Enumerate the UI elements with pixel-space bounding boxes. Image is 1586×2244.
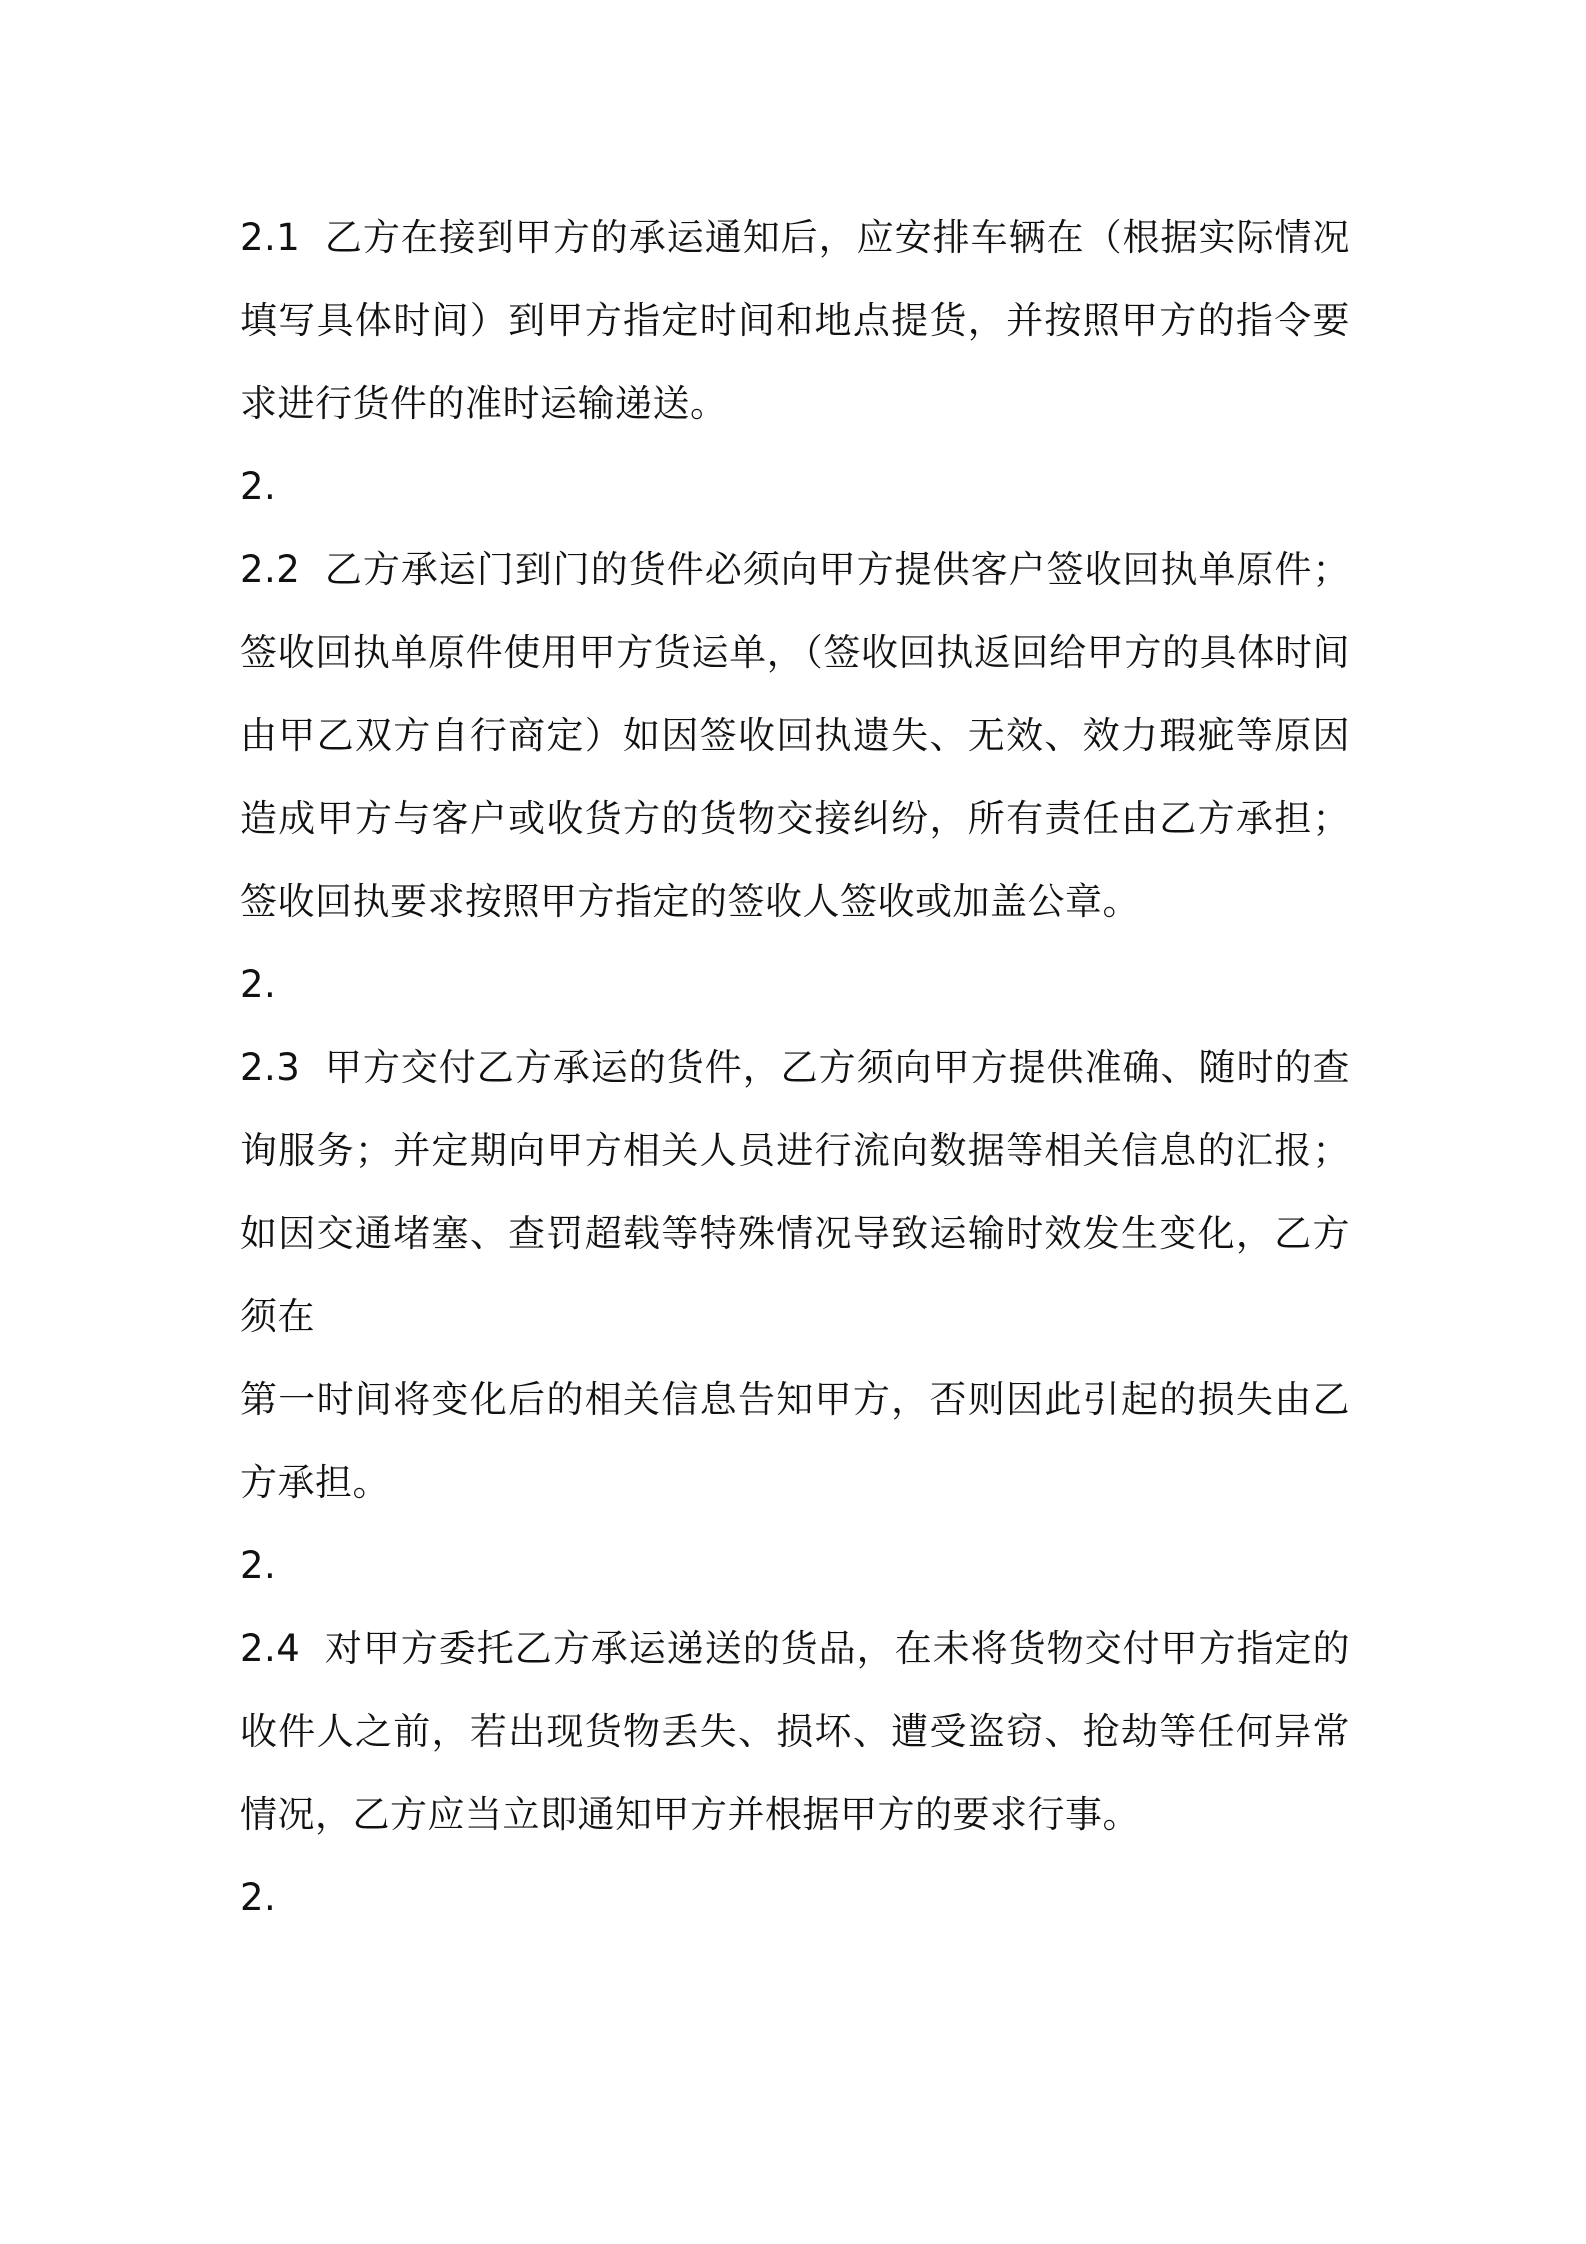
clause-2-4 <box>240 1607 1350 1856</box>
document-body <box>240 196 1350 1939</box>
section-marker: 2. <box>240 1876 277 1919</box>
clause-number: 2.2 <box>240 548 301 591</box>
clause-2-2 <box>240 528 1350 943</box>
section-marker: 2. <box>240 1544 277 1587</box>
clause-number: 2.3 <box>240 1046 301 1089</box>
clause-text: 甲方交付乙方承运的货件，乙方须向甲方提供准确、随时的查询服务；并定期向甲方相关人员进行流向数据等相关信息的汇报；如因交通堵塞、查罚超载等特殊情况导致运输时效发生变化，乙方须在 <box>240 1046 1350 1338</box>
clause-2-1 <box>240 196 1350 445</box>
section-marker: 2. <box>240 963 277 1006</box>
clause-text: 对甲方委托乙方承运递送的货品，在未将货物交付甲方指定的收件人之前，若出现货物丢失、损坏、遭受盗窃、抢劫等任何异常情况，乙方应当立即通知甲方并根据甲方的要求行事。 <box>240 1627 1350 1836</box>
clause-text: 乙方承运门到门的货件必须向甲方提供客户签收回执单原件；签收回执单原件使用甲方货运单，（签收回执返回给甲方的具体时间由甲乙双方自行商定）如因签收回执遗失、无效、效力瑕疵等原因造成甲方与客户或收货方的货物交接纠纷，所有责任由乙方承担；签收回执要求按照甲方指定的签收人签收或加盖公章。 <box>240 548 1350 923</box>
clause-text: 乙方在接到甲方的承运通知后，应安排车辆在（根据实际情况填写具体时间）到甲方指定时间和地点提货，并按照甲方的指令要求进行货件的准时运输递送。 <box>240 216 1350 425</box>
clause-2-3-continuation: 第一时间将变化后的相关信息告知甲方，否则因此引起的损失由乙方承担。 <box>240 1378 1350 1504</box>
clause-number: 2.4 <box>240 1627 301 1670</box>
clause-2-3 <box>240 1026 1350 1358</box>
section-marker: 2. <box>240 465 277 508</box>
clause-number: 2.1 <box>240 216 301 259</box>
